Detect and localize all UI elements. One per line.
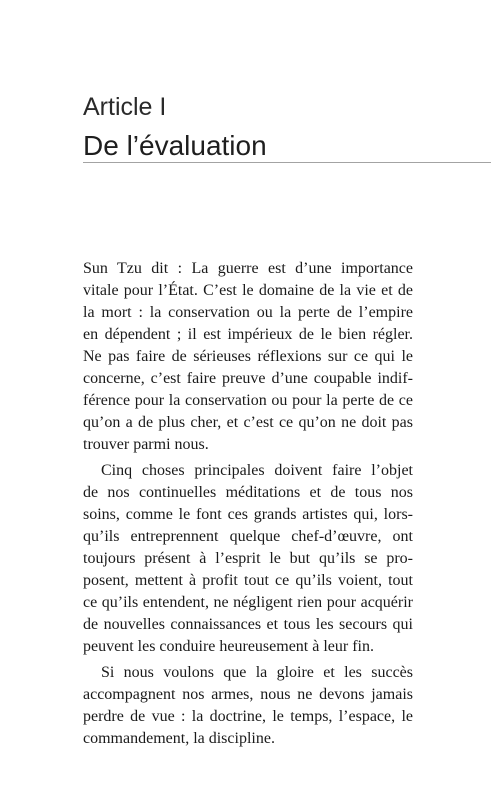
- text-line: commandement, la discipline.: [83, 730, 275, 747]
- text-line: trouver parmi nous.: [83, 436, 209, 453]
- text-line: qu’on a de plus cher, et c’est ce qu’on ne doit pas: [83, 414, 413, 431]
- paragraph-1: [83, 258, 413, 456]
- text-line: perdre de vue : la doctrine, le temps, l’espace, le: [83, 708, 413, 725]
- body-text: [83, 258, 413, 754]
- text-line: toujours présent à l’esprit le but qu’ils se pro-: [83, 550, 413, 567]
- text-line: qu’ils entreprennent quelque chef-d’œuvre, ont: [83, 528, 413, 545]
- text-line: férence pour la conservation ou pour la perte de ce: [83, 392, 413, 409]
- text-line: concerne, c’est faire preuve d’une coupable indif-: [83, 370, 413, 387]
- text-line: ce qu’ils entendent, ne négligent rien pour acquérir: [83, 594, 413, 611]
- text-line: Ne pas faire de sérieuses réflexions sur ce qui le: [83, 348, 413, 365]
- paragraph-3: [83, 662, 413, 750]
- text-line: accompagnent nos armes, nous ne devons jamais: [83, 686, 413, 703]
- text-line: peuvent les conduire heureusement à leur fin.: [83, 638, 374, 655]
- text-line: en dépendent ; il est impérieux de le bien régler.: [83, 326, 413, 343]
- text-line: Sun Tzu dit : La guerre est d’une importance: [83, 260, 413, 277]
- text-line: de nos continuelles méditations et de tous nos: [83, 484, 413, 501]
- text-line: soins, comme le font ces grands artistes qui, lors-: [83, 506, 413, 523]
- chapter-title: De l’évaluation: [83, 130, 267, 161]
- text-line: posent, mettent à profit tout ce qu’ils voient, tout: [83, 572, 413, 589]
- title-divider: [83, 162, 491, 163]
- text-line: vitale pour l’État. C’est le domaine de la vie et de: [83, 282, 413, 299]
- text-line: la mort : la conservation ou la perte de l’empire: [83, 304, 413, 321]
- text-line: Si nous voulons que la gloire et les succès: [101, 664, 413, 681]
- chapter-label: Article I: [83, 93, 167, 121]
- text-line: de nouvelles connaissances et tous les secours qui: [83, 616, 413, 633]
- paragraph-2: [83, 460, 413, 658]
- text-line: Cinq choses principales doivent faire l’objet: [101, 462, 413, 479]
